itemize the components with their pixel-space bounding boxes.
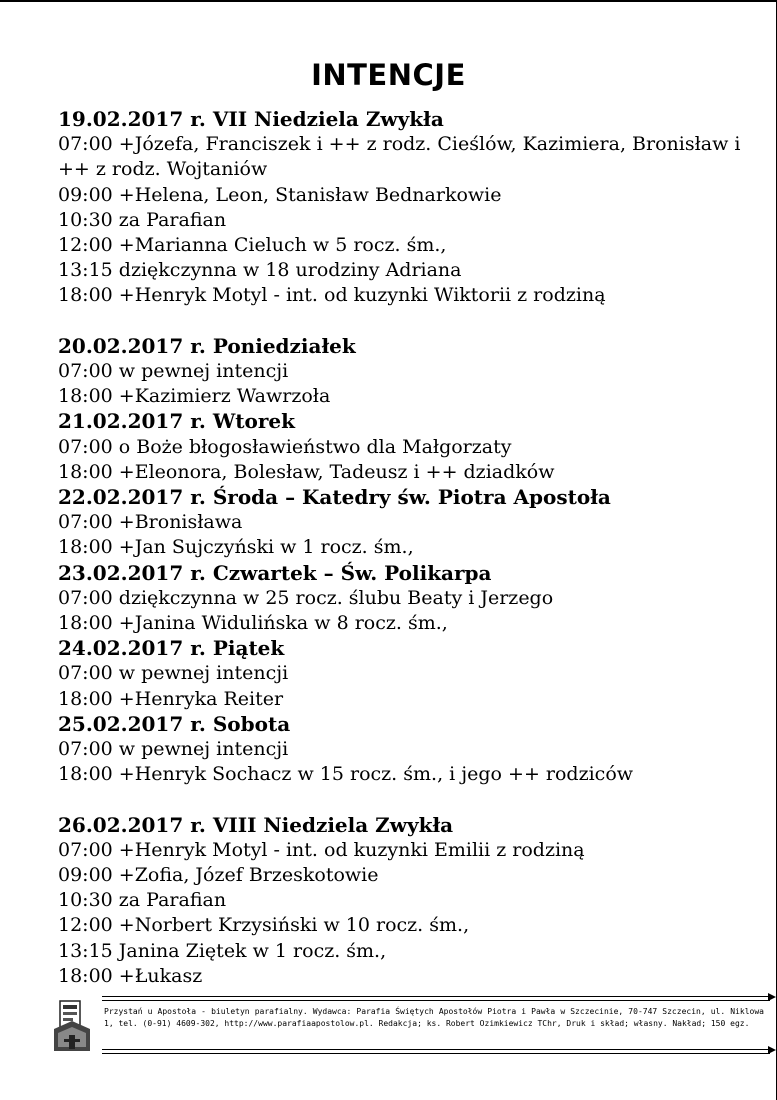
day-block <box>58 712 758 788</box>
arrow-right-icon <box>768 993 776 1001</box>
page-title: INTENCJE <box>311 58 466 92</box>
day-block <box>58 485 758 561</box>
arrow-right-icon <box>768 1046 776 1054</box>
mass-intention: 13:15 dziękczynna w 18 urodziny Adriana <box>58 259 462 282</box>
day-block <box>58 561 758 637</box>
parish-logo-icon <box>52 999 92 1055</box>
footer-imprint: Przystań u Apostoła - biuletyn parafialny. Wydawca: Parafia Świętych Apostołów Piotra i Pawła w Szczecinie, 70-747 Szczecin, ul. Niklowa 1, tel. (0-91) 4609-302, http://www.parafiaapostolow.pl. Redakcja; ks. Robert Ozimkiewicz TChr, Druk i skład; własny. Nakład; 150 egz. <box>104 1007 764 1028</box>
day-heading: 19.02.2017 r. VII Niedziela Zwykła <box>58 107 444 131</box>
footer-rule-top <box>102 996 770 1001</box>
mass-intention: 09:00 +Helena, Leon, Stanisław Bednarkowie <box>58 183 502 206</box>
mass-intention: 10:30 za Parafian <box>58 208 227 231</box>
mass-intention: 07:00 +Józefa, Franciszek i ++ z rodz. Cieślów, Kazimiera, Bronisław i ++ z rodz. Wojtaniów <box>58 133 741 181</box>
mass-intention: 12:00 +Marianna Cieluch w 5 rocz. śm., <box>58 234 447 257</box>
mass-intention: 09:00 +Zofia, Józef Brzeskotowie <box>58 864 379 887</box>
day-block <box>58 813 758 989</box>
footer <box>52 993 764 1059</box>
mass-intention: 18:00 +Jan Sujczyński w 1 rocz. śm., <box>58 536 414 559</box>
mass-intention: 07:00 w pewnej intencji <box>58 738 289 761</box>
day-heading: 20.02.2017 r. Poniedziałek <box>58 333 356 358</box>
mass-intention: 07:00 +Henryk Motyl - int. od kuzynki Emilii z rodziną <box>58 838 585 861</box>
mass-intention: 18:00 +Henryk Sochacz w 15 rocz. śm., i jego ++ rodziców <box>58 763 634 786</box>
day-block <box>58 409 758 485</box>
day-heading: 21.02.2017 r. Wtorek <box>58 409 296 434</box>
day-block <box>58 107 758 309</box>
mass-intention: 07:00 w pewnej intencji <box>58 662 289 685</box>
mass-intention: 10:30 za Parafian <box>58 889 227 912</box>
mass-intention: 07:00 +Bronisława <box>58 511 243 534</box>
mass-intention: 12:00 +Norbert Krzysiński w 10 rocz. śm., <box>58 914 470 937</box>
mass-intention: 07:00 w pewnej intencji <box>58 360 289 383</box>
day-heading: 24.02.2017 r. Piątek <box>58 636 285 661</box>
mass-intention: 18:00 +Janina Widulińska w 8 rocz. śm., <box>58 612 448 635</box>
day-heading: 26.02.2017 r. VIII Niedziela Zwykła <box>58 812 454 837</box>
day-heading: 25.02.2017 r. Sobota <box>58 711 291 736</box>
footer-rule-bottom <box>102 1049 770 1054</box>
mass-intention: 07:00 dziękczynna w 25 rocz. ślubu Beaty i Jerzego <box>58 586 554 609</box>
mass-intention: 18:00 +Łukasz <box>58 964 203 987</box>
mass-intention: 18:00 +Henryk Motyl - int. od kuzynki Wiktorii z rodziną <box>58 284 606 307</box>
day-heading: 23.02.2017 r. Czwartek – Św. Polikarpa <box>58 560 492 585</box>
mass-intention: 18:00 +Kazimierz Wawrzoła <box>58 385 331 408</box>
top-border <box>0 0 777 2</box>
day-heading: 22.02.2017 r. Środa – Katedry św. Piotra Apostoła <box>58 485 611 510</box>
mass-intention: 18:00 +Eleonora, Bolesław, Tadeusz i ++ dziadków <box>58 460 555 483</box>
day-block <box>58 334 758 410</box>
mass-intention: 07:00 o Boże błogosławieństwo dla Małgorzaty <box>58 435 512 458</box>
intentions-list <box>58 107 758 989</box>
mass-intention: 13:15 Janina Ziętek w 1 rocz. śm., <box>58 939 387 962</box>
day-block <box>58 636 758 712</box>
mass-intention: 18:00 +Henryka Reiter <box>58 687 284 710</box>
